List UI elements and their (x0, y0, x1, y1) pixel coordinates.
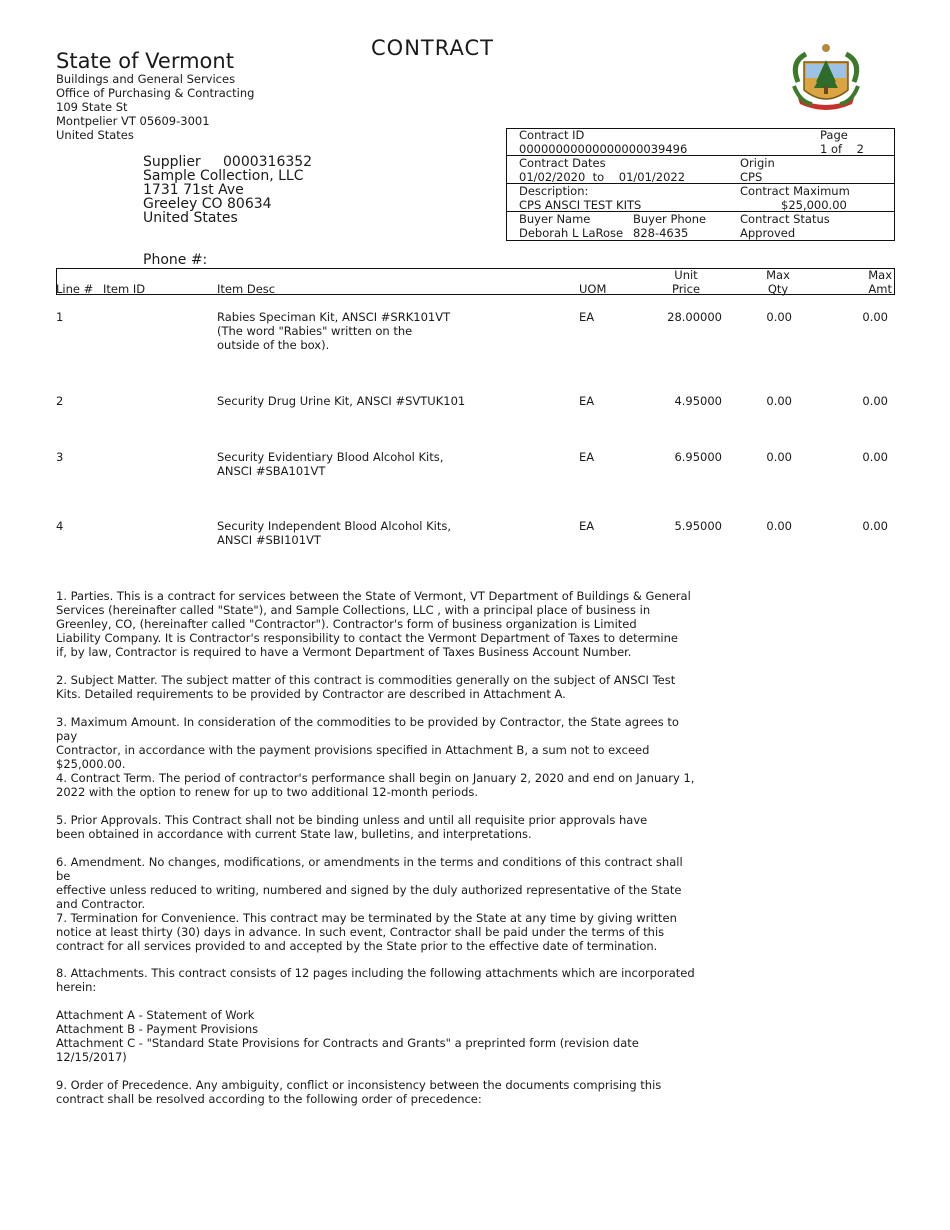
origin-label: Origin (740, 156, 775, 170)
col-max-amt-top: Max (868, 268, 892, 282)
address-line: 109 State St (56, 100, 128, 114)
row-uom: EA (579, 310, 595, 324)
row-qty: 0.00 (766, 450, 792, 464)
col-max-qty-top: Max (766, 268, 790, 282)
row-line: 3 (56, 450, 64, 464)
clause-amendment: 6. Amendment. No changes, modifications, or amendments in the terms and conditions of this contract shall be effective unless reduced to writing, numbered and signed by the duly authorized representative of the State and Contractor. (56, 855, 683, 911)
supplier-line: 1731 71st Ave (143, 182, 244, 198)
row-price: 6.95000 (674, 450, 722, 464)
contract-maximum-label: Contract Maximum (740, 184, 850, 198)
state-name: State of Vermont (56, 49, 234, 73)
contract-id-label: Contract ID (519, 128, 585, 142)
col-uom: UOM (579, 282, 607, 296)
contract-status-label: Contract Status (740, 212, 830, 226)
contract-dates-label: Contract Dates (519, 156, 606, 170)
contract-maximum-value: $25,000.00 (781, 198, 847, 212)
address-line: United States (56, 128, 134, 142)
description-value: CPS ANSCI TEST KITS (519, 198, 642, 212)
row-qty: 0.00 (766, 310, 792, 324)
clause-order-of-precedence: 9. Order of Precedence. Any ambiguity, conflict or inconsistency between the documents comprising this contract shall be resolved according to the following order of precedence: (56, 1078, 662, 1106)
row-qty: 0.00 (766, 394, 792, 408)
row-desc: Security Evidentiary Blood Alcohol Kits, ANSCI #SBA101VT (217, 450, 444, 478)
clause-termination: 7. Termination for Convenience. This contract may be terminated by the State at any time by giving written notice at least thirty (30) days in advance. In such event, Contractor shall be paid under the terms of this contract for all services provided to and accepted by the State prior to the effective date of termination. (56, 911, 677, 953)
row-uom: EA (579, 450, 595, 464)
buyer-phone-label: Buyer Phone (633, 212, 707, 226)
row-desc: Security Independent Blood Alcohol Kits, ANSCI #SBI101VT (217, 519, 452, 547)
row-desc: Security Drug Urine Kit, ANSCI #SVTUK101 (217, 394, 466, 408)
buyer-name-label: Buyer Name (519, 212, 591, 226)
row-amt: 0.00 (862, 310, 888, 324)
col-max-amt-bottom: Amt (868, 282, 892, 296)
address-line: Office of Purchasing & Contracting (56, 86, 255, 100)
row-line: 4 (56, 519, 64, 533)
clause-contract-term: 4. Contract Term. The period of contractor's performance shall begin on January 2, 2020 and end on January 1, 2022 with the option to renew for up to two additional 12-month periods. (56, 771, 695, 799)
clause-attachments: 8. Attachments. This contract consists of 12 pages including the following attachments which are incorporated herein: (56, 966, 695, 994)
row-amt: 0.00 (862, 519, 888, 533)
supplier-line: United States (143, 210, 238, 226)
supplier-label: Supplier (143, 154, 201, 170)
col-unit-price-bottom: Price (671, 282, 701, 296)
clause-subject-matter: 2. Subject Matter. The subject matter of this contract is commodities generally on the subject of ANSCI Test Kits. Detailed requirements to be provided by Contractor are described in Attachment A. (56, 673, 676, 701)
clause-maximum-amount: 3. Maximum Amount. In consideration of the commodities to be provided by Contractor, the State agrees to pay Contractor, in accordance with the payment provisions specified in Attachment B, a sum not to exceed $25,000.00. (56, 715, 679, 771)
col-line: Line # (56, 282, 94, 296)
supplier-line: Sample Collection, LLC (143, 168, 304, 184)
document-title: CONTRACT (371, 36, 494, 60)
phone-label: Phone #: (143, 252, 208, 268)
origin-value: CPS (740, 170, 763, 184)
col-max-qty-bottom: Qty (767, 282, 789, 296)
contract-id-value: 00000000000000000039496 (519, 142, 688, 156)
description-label: Description: (519, 184, 589, 198)
attachment-list: Attachment A - Statement of Work Attachment B - Payment Provisions Attachment C - "Standard State Provisions for Contracts and Grants" a preprinted form (revision date 12/15/2017) (56, 1008, 639, 1064)
buyer-name-value: Deborah L LaRose (519, 226, 624, 240)
vermont-seal-icon (786, 42, 866, 118)
col-unit-price-top: Unit (674, 268, 698, 282)
row-line: 1 (56, 310, 64, 324)
contract-dates-value: 01/02/2020 to 01/01/2022 (519, 170, 686, 184)
row-line: 2 (56, 394, 64, 408)
clause-parties: 1. Parties. This is a contract for services between the State of Vermont, VT Department of Buildings & General Services (hereinafter called "State"), and Sample Collections, LLC , with a principal place of business in Greenley, CO, (hereinafter called "Contractor"). Contractor's form of business organization is Limited Liability Company. It is Contractor's responsibility to contact the Vermont Department of Taxes to determine if, by law, Contractor is required to have a Vermont Department of Taxes Business Account Number. (56, 589, 691, 659)
row-qty: 0.00 (766, 519, 792, 533)
row-uom: EA (579, 394, 595, 408)
supplier-line: Greeley CO 80634 (143, 196, 272, 212)
buyer-phone-value: 828-4635 (633, 226, 689, 240)
clause-prior-approvals: 5. Prior Approvals. This Contract shall not be binding unless and until all requisite prior approvals have been obtained in accordance with current State law, bulletins, and interpretations. (56, 813, 648, 841)
page-value: 1 of 2 (820, 142, 864, 156)
supplier-number: 0000316352 (223, 154, 313, 170)
row-price: 28.00000 (667, 310, 722, 324)
page-label: Page (820, 128, 848, 142)
col-item-desc: Item Desc (217, 282, 276, 296)
row-uom: EA (579, 519, 595, 533)
address-line: Montpelier VT 05609-3001 (56, 114, 210, 128)
row-amt: 0.00 (862, 394, 888, 408)
contract-status-value: Approved (740, 226, 796, 240)
row-desc: Rabies Speciman Kit, ANSCI #SRK101VT (The word "Rabies" written on the outside of the box). (217, 310, 451, 352)
row-amt: 0.00 (862, 450, 888, 464)
col-item-id: Item ID (103, 282, 146, 296)
row-price: 4.95000 (674, 394, 722, 408)
address-line: Buildings and General Services (56, 72, 236, 86)
row-price: 5.95000 (674, 519, 722, 533)
